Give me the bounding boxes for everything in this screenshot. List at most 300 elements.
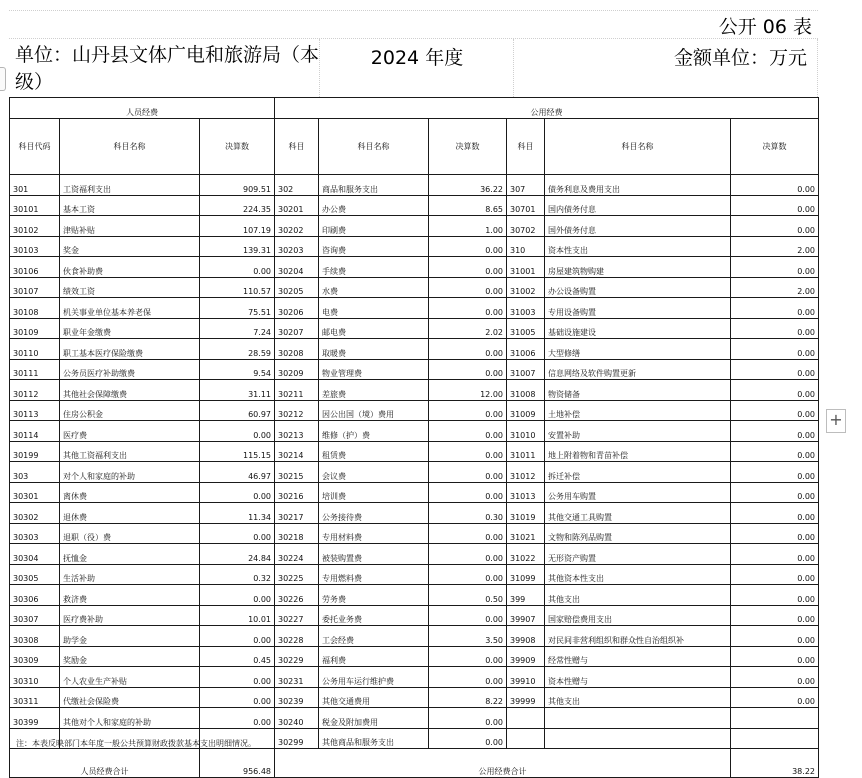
table-cell: 31003 [507, 298, 545, 319]
table-cell: 资本性赠与 [545, 667, 731, 688]
table-row [10, 359, 819, 380]
table-cell: 39909 [507, 646, 545, 667]
table-cell: 31009 [507, 400, 545, 421]
table-cell: 30240 [275, 708, 319, 729]
table-cell: 0.00 [200, 421, 275, 442]
table-cell: 手续费 [319, 257, 429, 278]
table-cell: 资本性支出 [545, 236, 731, 257]
table-cell: 0.00 [200, 687, 275, 708]
table-cell: 7.24 [200, 318, 275, 339]
table-cell: 307 [507, 175, 545, 196]
add-icon[interactable]: + [826, 409, 846, 433]
table-cell: 30103 [10, 236, 60, 257]
table-cell: 0.00 [731, 544, 819, 565]
table-cell: 30228 [275, 626, 319, 647]
table-cell: 其他资本性支出 [545, 564, 731, 585]
table-cell: 310 [507, 236, 545, 257]
expenditure-table [9, 97, 819, 778]
table-cell: 基本工资 [60, 195, 200, 216]
table-cell: 奖金 [60, 236, 200, 257]
table-cell: 30109 [10, 318, 60, 339]
top-border [9, 10, 818, 11]
table-cell: 医疗费 [60, 421, 200, 442]
table-cell: 差旅费 [319, 380, 429, 401]
table-cell: 0.00 [200, 708, 275, 729]
table-cell: 31005 [507, 318, 545, 339]
table-cell: 租赁费 [319, 441, 429, 462]
table-cell: 0.00 [731, 380, 819, 401]
table-cell: 30114 [10, 421, 60, 442]
table-cell: 津贴补贴 [60, 216, 200, 237]
table-cell: 0.00 [731, 400, 819, 421]
table-row [10, 339, 819, 360]
table-cell: 30218 [275, 523, 319, 544]
table-cell: 工资福利支出 [60, 175, 200, 196]
table-cell: 909.51 [200, 175, 275, 196]
table-cell: 物业管理费 [319, 359, 429, 380]
table-cell: 0.00 [429, 359, 507, 380]
table-cell: 0.00 [731, 564, 819, 585]
table-cell: 30305 [10, 564, 60, 585]
table-cell: 30306 [10, 585, 60, 606]
table-cell: 0.00 [429, 667, 507, 688]
table-cell: 0.00 [731, 175, 819, 196]
col-name2: 科目名称 [319, 119, 429, 175]
col-amount2: 决算数 [429, 119, 507, 175]
table-cell: 0.00 [429, 646, 507, 667]
table-row [10, 195, 819, 216]
table-row [10, 277, 819, 298]
table-cell: 职业年金缴费 [60, 318, 200, 339]
table-cell: 30307 [10, 605, 60, 626]
personnel-total-value: 956.48 [200, 749, 275, 778]
table-cell: 0.00 [731, 298, 819, 319]
table-cell: 因公出国（境）费用 [319, 400, 429, 421]
table-cell: 0.00 [429, 564, 507, 585]
table-cell: 30112 [10, 380, 60, 401]
table-cell: 30702 [507, 216, 545, 237]
table-cell: 0.00 [731, 523, 819, 544]
table-cell: 生活补助 [60, 564, 200, 585]
table-cell: 培训费 [319, 482, 429, 503]
table-row [10, 441, 819, 462]
table-row [10, 236, 819, 257]
table-cell: 0.00 [200, 585, 275, 606]
table-cell [507, 728, 545, 749]
table-cell: 30308 [10, 626, 60, 647]
footnote: 注：本表反映部门本年度一般公共预算财政拨款基本支出明细情况。 [16, 739, 256, 748]
table-cell: 9.54 [200, 359, 275, 380]
table-cell: 0.00 [731, 216, 819, 237]
table-row [10, 318, 819, 339]
col-name: 科目名称 [60, 119, 200, 175]
table-cell: 房屋建筑物购建 [545, 257, 731, 278]
table-cell: 拆迁补偿 [545, 462, 731, 483]
table-cell [731, 708, 819, 729]
table-cell: 国内债务付息 [545, 195, 731, 216]
table-cell: 31002 [507, 277, 545, 298]
table-row [10, 667, 819, 688]
table-cell: 302 [275, 175, 319, 196]
table-cell: 30202 [275, 216, 319, 237]
table-cell: 对个人和家庭的补助 [60, 462, 200, 483]
table-row [10, 687, 819, 708]
table-cell: 31019 [507, 503, 545, 524]
table-cell: 国家赔偿费用支出 [545, 605, 731, 626]
table-row [10, 175, 819, 196]
table-row [10, 400, 819, 421]
table-cell: 31008 [507, 380, 545, 401]
table-cell: 0.00 [731, 195, 819, 216]
table-row [10, 503, 819, 524]
table-cell: 会议费 [319, 462, 429, 483]
table-cell: 39908 [507, 626, 545, 647]
table-cell: 机关事业单位基本养老保 [60, 298, 200, 319]
table-cell: 30107 [10, 277, 60, 298]
table-cell: 离休费 [60, 482, 200, 503]
table-cell: 0.00 [200, 667, 275, 688]
table-cell: 30303 [10, 523, 60, 544]
table-cell: 电费 [319, 298, 429, 319]
table-cell: 30213 [275, 421, 319, 442]
table-cell: 邮电费 [319, 318, 429, 339]
table-row [10, 482, 819, 503]
table-cell: 107.19 [200, 216, 275, 237]
table-cell: 1.00 [429, 216, 507, 237]
table-row [10, 421, 819, 442]
table-cell: 30113 [10, 400, 60, 421]
table-cell: 31021 [507, 523, 545, 544]
table-cell: 商品和服务支出 [319, 175, 429, 196]
table-cell: 0.00 [200, 626, 275, 647]
table-cell: 退职（役）费 [60, 523, 200, 544]
table-cell: 2.02 [429, 318, 507, 339]
table-cell: 专用燃料费 [319, 564, 429, 585]
table-cell: 其他工资福利支出 [60, 441, 200, 462]
table-cell: 安置补助 [545, 421, 731, 442]
table-cell: 0.00 [429, 400, 507, 421]
table-cell: 115.15 [200, 441, 275, 462]
table-cell: 30311 [10, 687, 60, 708]
table-row [10, 585, 819, 606]
table-row [10, 298, 819, 319]
table-cell: 0.00 [731, 318, 819, 339]
table-cell: 委托业务费 [319, 605, 429, 626]
table-cell: 31010 [507, 421, 545, 442]
table-cell: 公务用车购置 [545, 482, 731, 503]
table-row [10, 605, 819, 626]
table-cell: 31006 [507, 339, 545, 360]
col-code: 科目代码 [10, 119, 60, 175]
table-cell: 30301 [10, 482, 60, 503]
table-cell: 0.00 [429, 298, 507, 319]
table-cell: 30229 [275, 646, 319, 667]
table-cell: 0.00 [731, 585, 819, 606]
table-cell: 39910 [507, 667, 545, 688]
table-cell: 30199 [10, 441, 60, 462]
table-cell: 30209 [275, 359, 319, 380]
table-cell: 30111 [10, 359, 60, 380]
table-cell: 30106 [10, 257, 60, 278]
table-cell: 8.65 [429, 195, 507, 216]
table-cell: 0.00 [200, 523, 275, 544]
table-cell: 30201 [275, 195, 319, 216]
table-row [10, 564, 819, 585]
table-cell: 抚恤金 [60, 544, 200, 565]
table-cell: 印刷费 [319, 216, 429, 237]
table-cell: 大型修缮 [545, 339, 731, 360]
table-cell: 0.00 [731, 339, 819, 360]
table-cell: 30203 [275, 236, 319, 257]
table-cell: 福利费 [319, 646, 429, 667]
table-cell: 其他商品和服务支出 [319, 728, 429, 749]
table-cell: 0.00 [429, 339, 507, 360]
table-cell: 11.34 [200, 503, 275, 524]
col-amount3: 决算数 [731, 119, 819, 175]
table-cell: 30399 [10, 708, 60, 729]
table-cell: 30217 [275, 503, 319, 524]
table-cell: 0.00 [731, 687, 819, 708]
table-cell: 0.00 [429, 421, 507, 442]
table-cell: 0.00 [731, 667, 819, 688]
table-cell: 31.11 [200, 380, 275, 401]
table-cell: 30207 [275, 318, 319, 339]
table-cell: 39999 [507, 687, 545, 708]
table-cell: 0.00 [200, 482, 275, 503]
table-cell: 30204 [275, 257, 319, 278]
table-cell: 0.00 [731, 359, 819, 380]
table-cell: 0.00 [429, 605, 507, 626]
table-cell: 8.22 [429, 687, 507, 708]
table-cell: 28.59 [200, 339, 275, 360]
table-cell: 301 [10, 175, 60, 196]
table-cell: 救济费 [60, 585, 200, 606]
table-cell: 30110 [10, 339, 60, 360]
table-cell: 30208 [275, 339, 319, 360]
table-row [10, 544, 819, 565]
table-cell: 0.00 [731, 626, 819, 647]
totals-row [10, 749, 819, 778]
table-cell: 303 [10, 462, 60, 483]
table-cell: 水费 [319, 277, 429, 298]
table-row [10, 462, 819, 483]
group-personnel: 人员经费 [10, 98, 275, 119]
table-cell: 0.00 [429, 708, 507, 729]
table-cell: 30224 [275, 544, 319, 565]
table-cell: 30299 [275, 728, 319, 749]
table-cell: 绩效工资 [60, 277, 200, 298]
table-cell: 无形资产购置 [545, 544, 731, 565]
table-cell: 0.30 [429, 503, 507, 524]
table-cell: 60.97 [200, 400, 275, 421]
table-cell: 30310 [10, 667, 60, 688]
table-cell [545, 728, 731, 749]
table-cell: 30302 [10, 503, 60, 524]
table-cell: 31007 [507, 359, 545, 380]
col-code3: 科目 [507, 119, 545, 175]
table-cell: 退休费 [60, 503, 200, 524]
table-number: 公开 06 表 [718, 16, 812, 38]
table-cell: 维修（护）费 [319, 421, 429, 442]
table-cell: 0.00 [429, 728, 507, 749]
table-cell: 30101 [10, 195, 60, 216]
table-cell: 0.00 [731, 482, 819, 503]
table-cell: 2.00 [731, 277, 819, 298]
table-cell: 75.51 [200, 298, 275, 319]
table-row [10, 708, 819, 729]
table-cell [731, 728, 819, 749]
personnel-total-label: 人员经费合计 [10, 749, 200, 778]
table-cell: 0.00 [731, 605, 819, 626]
table-cell: 专用材料费 [319, 523, 429, 544]
col-amount: 决算数 [200, 119, 275, 175]
table-cell: 劳务费 [319, 585, 429, 606]
table-cell: 0.00 [429, 544, 507, 565]
table-cell: 0.00 [429, 523, 507, 544]
table-cell: 咨询费 [319, 236, 429, 257]
table-cell: 0.00 [731, 421, 819, 442]
table-cell: 其他支出 [545, 687, 731, 708]
table-cell: 30102 [10, 216, 60, 237]
table-cell: 30701 [507, 195, 545, 216]
table-cell: 36.22 [429, 175, 507, 196]
table-cell: 其他社会保障缴费 [60, 380, 200, 401]
table-cell: 0.50 [429, 585, 507, 606]
table-cell: 30226 [275, 585, 319, 606]
table-cell: 医疗费补助 [60, 605, 200, 626]
public-total-label: 公用经费合计 [275, 749, 731, 778]
table-cell [545, 708, 731, 729]
table-cell: 0.45 [200, 646, 275, 667]
table-cell: 经常性赠与 [545, 646, 731, 667]
table-cell: 30108 [10, 298, 60, 319]
table-cell: 30214 [275, 441, 319, 462]
table-row [10, 380, 819, 401]
table-cell: 31001 [507, 257, 545, 278]
table-cell: 办公设备购置 [545, 277, 731, 298]
table-cell: 30216 [275, 482, 319, 503]
table-cell: 224.35 [200, 195, 275, 216]
table-cell: 取暖费 [319, 339, 429, 360]
group-header-row [10, 98, 819, 119]
table-cell: 专用设备购置 [545, 298, 731, 319]
table-cell: 其他交通费用 [319, 687, 429, 708]
table-cell: 30231 [275, 667, 319, 688]
table-cell: 公务用车运行维护费 [319, 667, 429, 688]
group-public: 公用经费 [275, 98, 819, 119]
table-cell: 奖励金 [60, 646, 200, 667]
table-cell: 30215 [275, 462, 319, 483]
table-row [10, 626, 819, 647]
table-cell: 0.32 [200, 564, 275, 585]
table-cell: 0.00 [429, 462, 507, 483]
table-cell: 31022 [507, 544, 545, 565]
table-cell: 被装购置费 [319, 544, 429, 565]
table-cell: 0.00 [731, 441, 819, 462]
table-cell: 399 [507, 585, 545, 606]
table-cell: 其他交通工具购置 [545, 503, 731, 524]
table-cell: 地上附着物和青苗补偿 [545, 441, 731, 462]
table-cell: 0.00 [731, 503, 819, 524]
table-cell: 0.00 [731, 646, 819, 667]
table-cell: 139.31 [200, 236, 275, 257]
col-name3: 科目名称 [545, 119, 731, 175]
amount-unit-label: 金额单位：万元 [515, 39, 818, 97]
table-cell: 信息网络及软件购置更新 [545, 359, 731, 380]
table-cell: 公务接待费 [319, 503, 429, 524]
table-cell: 10.01 [200, 605, 275, 626]
table-cell: 物资储备 [545, 380, 731, 401]
table-cell: 土地补偿 [545, 400, 731, 421]
table-cell: 职工基本医疗保险缴费 [60, 339, 200, 360]
table-cell: 0.00 [731, 257, 819, 278]
side-collapse-handle[interactable] [0, 67, 6, 91]
table-cell: 0.00 [429, 257, 507, 278]
table-cell: 税金及附加费用 [319, 708, 429, 729]
table-cell: 伙食补助费 [60, 257, 200, 278]
table-cell: 30211 [275, 380, 319, 401]
table-body [10, 175, 819, 749]
table-cell: 0.00 [429, 441, 507, 462]
table-cell: 31011 [507, 441, 545, 462]
table-cell: 46.97 [200, 462, 275, 483]
table-cell: 0.00 [429, 277, 507, 298]
table-cell: 工会经费 [319, 626, 429, 647]
table-cell: 3.50 [429, 626, 507, 647]
unit-label: 单位：山丹县文体广电和旅游局（本级） [9, 39, 320, 97]
table-cell: 代缴社会保险费 [60, 687, 200, 708]
table-cell: 30205 [275, 277, 319, 298]
table-cell: 基础设施建设 [545, 318, 731, 339]
table-cell: 30239 [275, 687, 319, 708]
table-cell: 30304 [10, 544, 60, 565]
table-cell: 0.00 [429, 482, 507, 503]
table-row [10, 646, 819, 667]
table-cell [507, 708, 545, 729]
table-cell: 31013 [507, 482, 545, 503]
table-cell: 办公费 [319, 195, 429, 216]
table-row [10, 257, 819, 278]
year-label: 2024 年度 [321, 39, 514, 97]
table-cell: 30225 [275, 564, 319, 585]
table-cell: 2.00 [731, 236, 819, 257]
table-cell: 住房公积金 [60, 400, 200, 421]
table-cell: 国外债务付息 [545, 216, 731, 237]
table-cell: 文物和陈列品购置 [545, 523, 731, 544]
table-cell: 30206 [275, 298, 319, 319]
table-cell: 31099 [507, 564, 545, 585]
table-cell: 公务员医疗补助缴费 [60, 359, 200, 380]
table-cell: 30309 [10, 646, 60, 667]
table-cell: 39907 [507, 605, 545, 626]
table-cell: 110.57 [200, 277, 275, 298]
report-header [9, 38, 818, 97]
public-total-value: 38.22 [731, 749, 819, 778]
table-cell: 债务利息及费用支出 [545, 175, 731, 196]
table-cell: 个人农业生产补贴 [60, 667, 200, 688]
table-row [10, 216, 819, 237]
col-code2: 科目 [275, 119, 319, 175]
table-cell: 0.00 [200, 257, 275, 278]
table-cell: 0.00 [731, 462, 819, 483]
table-cell: 其他对个人和家庭的补助 [60, 708, 200, 729]
table-cell: 助学金 [60, 626, 200, 647]
table-cell: 24.84 [200, 544, 275, 565]
column-header-row [10, 119, 819, 175]
table-cell: 0.00 [429, 236, 507, 257]
table-cell: 对民间非营利组织和群众性自治组织补 [545, 626, 731, 647]
table-cell: 其他支出 [545, 585, 731, 606]
